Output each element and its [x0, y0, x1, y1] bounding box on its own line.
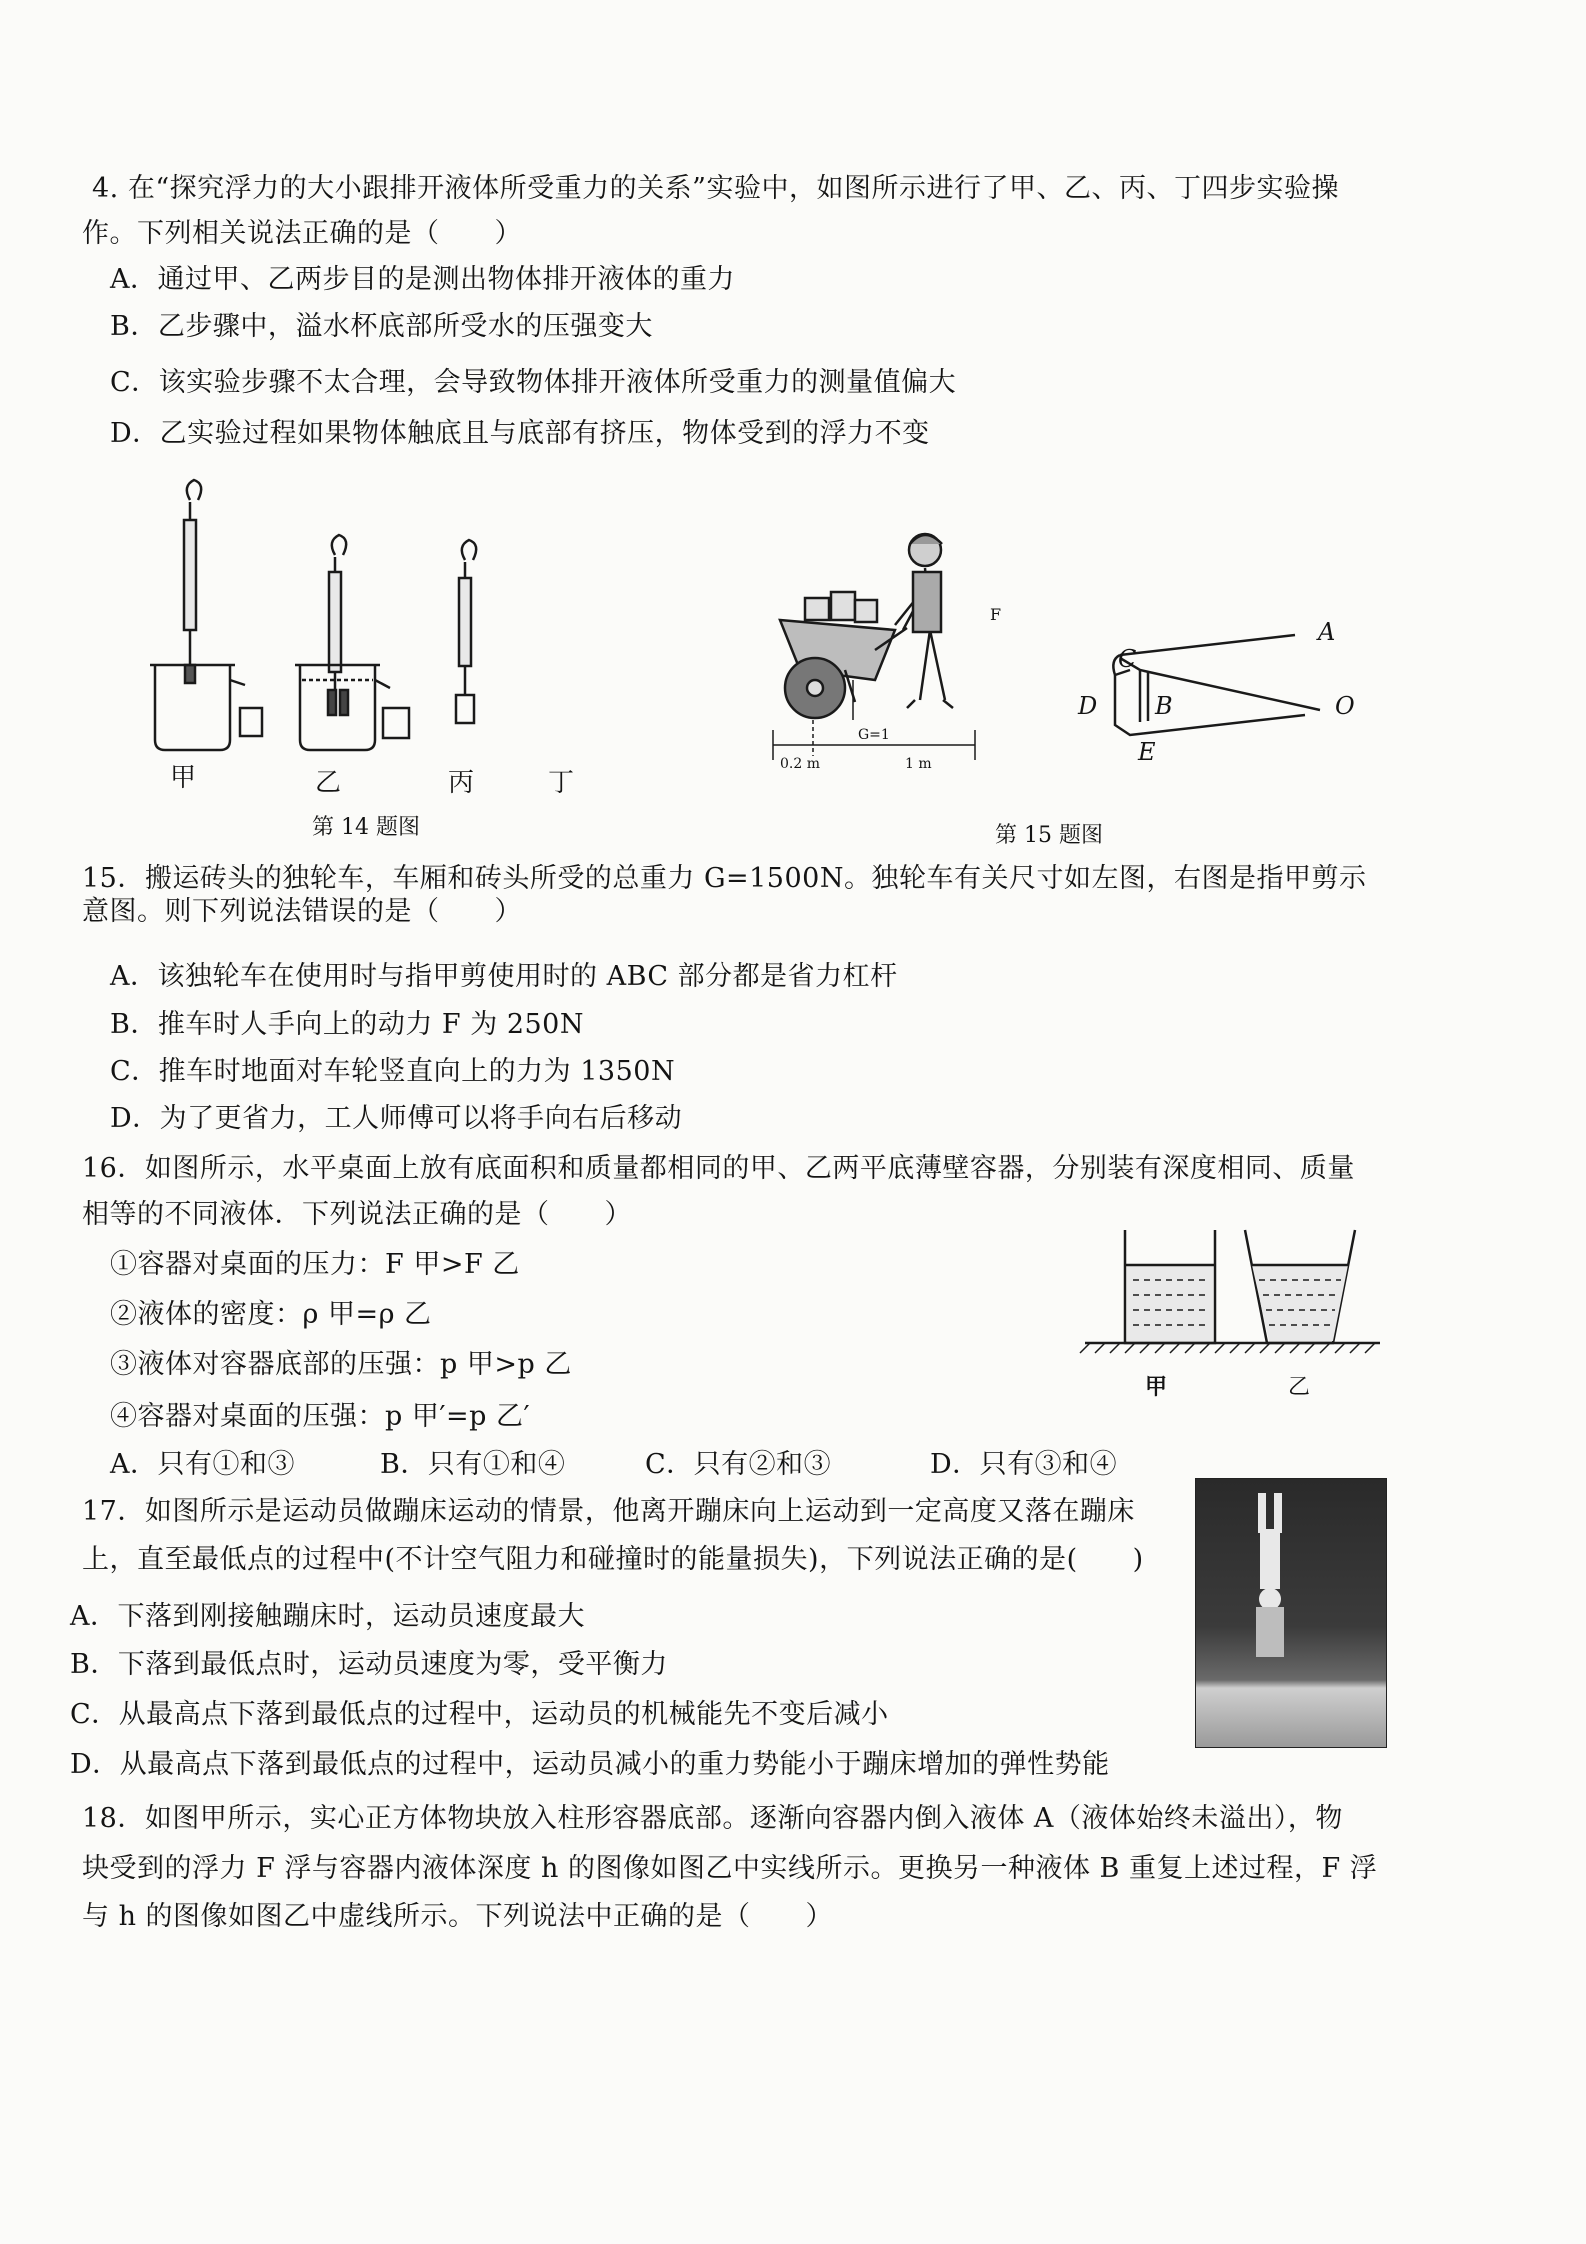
q15-dim-1m: 1 m	[905, 756, 932, 772]
q16-option-c: C．只有②和③	[645, 1449, 832, 1480]
q15-stem-line1: 15．搬运砖头的独轮车，车厢和砖头所受的总重力 G=1500N。独轮车有关尺寸如左图，右图是指甲剪示	[82, 863, 1367, 894]
q14-label-ding: 丁	[548, 768, 575, 798]
q17-option-c: C．从最高点下落到最低点的过程中，运动员的机械能先不变后减小	[70, 1699, 889, 1730]
q15-clipper-label-e: E	[1138, 738, 1156, 766]
q15-stem-line2: 意图。则下列说法错误的是（ ）	[82, 896, 522, 927]
q17-option-a: A．下落到刚接触蹦床时，运动员速度最大	[70, 1601, 585, 1632]
q16-option-d: D．只有③和④	[930, 1449, 1118, 1480]
trampoline-athlete-image	[1196, 1479, 1386, 1747]
q17-option-d: D．从最高点下落到最低点的过程中，运动员减小的重力势能小于蹦床增加的弹性势能	[70, 1749, 1110, 1780]
q14-label-bing: 丙	[448, 768, 475, 798]
q14-option-c: C．该实验步骤不太合理，会导致物体排开液体所受重力的测量值偏大	[110, 367, 957, 398]
q14-option-b: B．乙步骤中，溢水杯底部所受水的压强变大	[110, 311, 653, 342]
q15-dim-02m: 0.2 m	[780, 756, 820, 772]
q16-containers-figure	[1085, 1225, 1385, 1365]
q16-label-yi: 乙	[1288, 1375, 1311, 1400]
q16-stem-line2: 相等的不同液体．下列说法正确的是（ ）	[82, 1199, 632, 1230]
q14-caption: 第 14 题图	[312, 815, 420, 840]
q14-stem-line1: 4. 在“探究浮力的大小跟排开液体所受重力的关系”实验中，如图所示进行了甲、乙、丙、丁四步实验操	[92, 173, 1339, 204]
q16-statement-2: ②液体的密度：ρ 甲=ρ 乙	[110, 1299, 432, 1330]
q15-option-d: D．为了更省力，工人师傅可以将手向右后移动	[110, 1103, 683, 1134]
q15-clipper-label-d: D	[1078, 692, 1098, 720]
q15-clipper-label-o: O	[1335, 692, 1355, 720]
q17-option-b: B．下落到最低点时，运动员速度为零，受平衡力	[70, 1649, 668, 1680]
q15-g-label: G=1	[858, 727, 890, 743]
q15-clipper-label-b: B	[1155, 692, 1173, 720]
q15-option-b: B．推车时人手向上的动力 F 为 250N	[110, 1009, 584, 1040]
q18-stem-line2: 块受到的浮力 F 浮与容器内液体深度 h 的图像如图乙中实线所示。更换另一种液体 B 重复上述过程，F 浮	[82, 1853, 1378, 1884]
q15-clipper-label-a: A	[1318, 618, 1336, 646]
q16-statement-1: ①容器对桌面的压力：F 甲>F 乙	[110, 1249, 520, 1280]
q14-figure	[140, 480, 580, 800]
q16-option-a: A．只有①和③	[110, 1449, 295, 1480]
q14-label-jia: 甲	[170, 763, 197, 793]
q15-f-label: F	[990, 605, 1002, 624]
q15-option-a: A．该独轮车在使用时与指甲剪使用时的 ABC 部分都是省力杠杆	[110, 961, 898, 992]
q16-stem-line1: 16．如图所示，水平桌面上放有底面积和质量都相同的甲、乙两平底薄壁容器，分别装有深度相同、质量	[82, 1153, 1355, 1184]
q14-stem-line2: 作。下列相关说法正确的是（ ）	[82, 218, 522, 249]
q18-stem-line3: 与 h 的图像如图乙中虚线所示。下列说法中正确的是（ ）	[82, 1901, 834, 1932]
q14-option-a: A．通过甲、乙两步目的是测出物体排开液体的重力	[110, 264, 735, 295]
q17-stem-line1: 17．如图所示是运动员做蹦床运动的情景，他离开蹦床向上运动到一定高度又落在蹦床	[82, 1496, 1135, 1527]
q15-caption: 第 15 题图	[995, 823, 1103, 848]
q17-trampoline-photo	[1195, 1478, 1387, 1748]
q14-option-d: D．乙实验过程如果物体触底且与底部有挤压，物体受到的浮力不变	[110, 418, 930, 449]
q16-option-b: B．只有①和④	[380, 1449, 566, 1480]
q16-statement-4: ④容器对桌面的压强：p 甲′=p 乙′	[110, 1401, 531, 1432]
q18-stem-line1: 18．如图甲所示，实心正方体物块放入柱形容器底部。逐渐向容器内倒入液体 A（液体始终未溢出），物	[82, 1803, 1343, 1834]
q16-statement-3: ③液体对容器底部的压强：p 甲>p 乙	[110, 1349, 572, 1380]
q15-clipper-label-c: C	[1118, 645, 1137, 673]
q17-stem-line2: 上，直至最低点的过程中(不计空气阻力和碰撞时的能量损失)，下列说法正确的是( )	[82, 1544, 1144, 1575]
q14-label-yi: 乙	[315, 768, 342, 798]
q15-wheelbarrow-figure	[745, 530, 1045, 790]
q15-option-c: C．推车时地面对车轮竖直向上的力为 1350N	[110, 1056, 676, 1087]
q16-label-jia: 甲	[1145, 1374, 1168, 1400]
